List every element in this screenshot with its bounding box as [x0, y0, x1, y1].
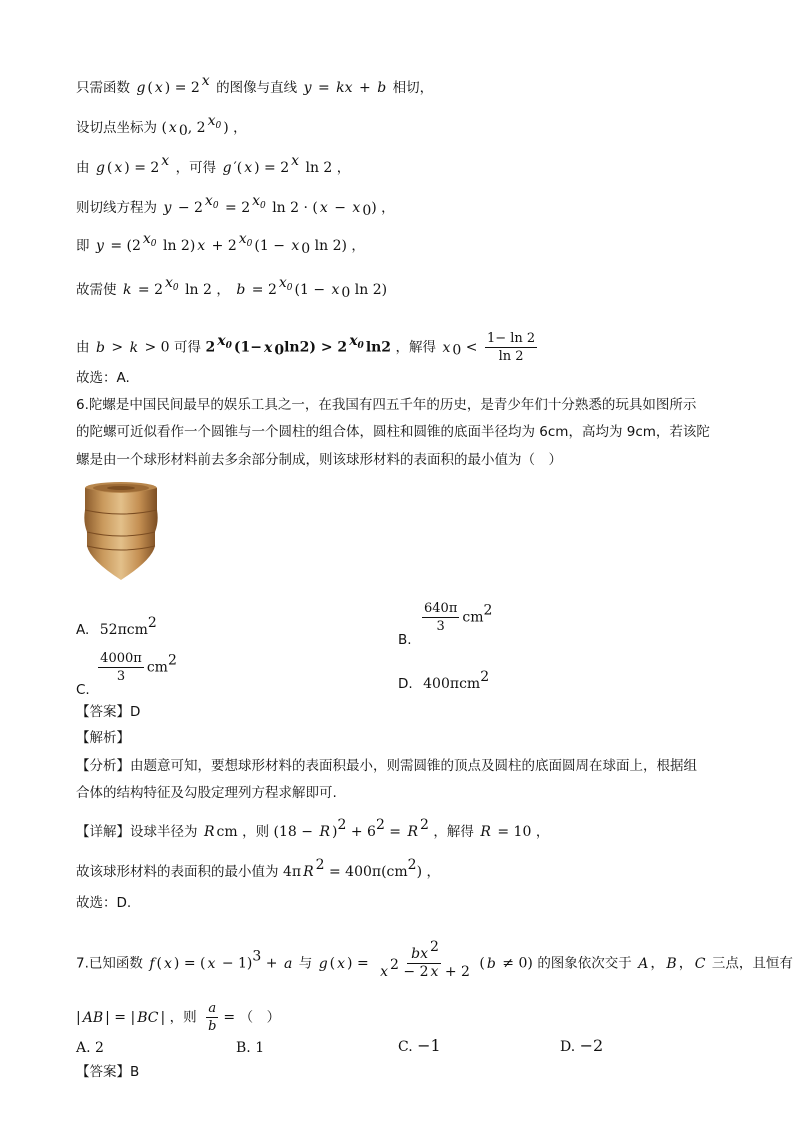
text-line-7: 由 b > k > 0 可得 2 $^{x_0}$ (1− x $_0$ln2) > 2 $^{x_0}$ ln2 ，解得 x $_0$ < $\frac{1- \ln 2}{\ln 2}$	[76, 331, 536, 364]
text-line-6: 故需使 k = 2 $^{x_0}$ ln 2 ， b = 2 $^{x_0}$ (1 − x $_0$ ln 2)	[76, 275, 388, 301]
q6-detail: 【详解】设球半径为 R cm ，则 (18 − R )$^2 + 6^2 = R$ $^2$ ，解得 R = 10 ，	[76, 817, 550, 840]
q6-option-b: B. $\frac{640\pi}{3}$ $cm^2$	[398, 601, 493, 648]
q7-option-b: B. 1	[236, 1040, 265, 1056]
question-7-line-1: 7.已知函数 f ( x ) = ( x − 1)$^3$ + a 与 g ( x ) = $\frac{bx ^2}{x ^2 - 2 x + 2}$ ( b ≠ 0) 的图象依次交于 A ， B ， C 三点，且恒有	[76, 939, 793, 980]
q6-option-d: D. 400πcm$^2$	[398, 669, 490, 692]
q6-conclusion: 故该球形材料的表面积的最小值为 4π R $^2 = 400\pi(cm^2)$ ，	[76, 857, 441, 880]
q6-analysis-2: 合体的结构特征及勾股定理列方程求解即可.	[76, 785, 337, 801]
q6-select: 故选：D.	[76, 895, 132, 911]
text-line-4: 则切线方程为 y − 2 $^{x_0}$ = 2 $^{x_0}$ ln 2 · ( x − x $_0$) ，	[76, 193, 395, 219]
q7-option-d: D. −2	[560, 1036, 604, 1055]
text-line-2: 设切点坐标为 ( x $_0$, 2 $^{x_0}$ ) ，	[76, 113, 247, 139]
q7-option-c: C. −1	[398, 1036, 441, 1055]
q6-answer: 【答案】D	[76, 704, 141, 720]
q7-answer: 【答案】B	[76, 1064, 140, 1080]
question-6-line-3: 螺是由一个球形材料前去多余部分制成，则该球形材料的表面积的最小值为（ ）	[76, 452, 562, 468]
q7-option-a: A. 2	[76, 1040, 104, 1056]
text-line-3: 由 g ( x ) = 2 $^x$ ，可得 g ′( x ) = 2 $^x$ ln 2 ，	[76, 153, 351, 176]
question-7-line-2: | AB | = | BC | ，则 $\frac{a}{b}$ = （ ）	[76, 1001, 281, 1034]
text-line-1: 只需函数 g ( x ) = 2 $^x$ 的图像与直线 y = kx + b 相切，	[76, 73, 434, 96]
text-line-5: 即 y = (2 $^{x_0}$ ln 2) x + 2 $^{x_0}$ (1 − x $_0$ ln 2) ，	[76, 231, 365, 257]
q6-option-c: C. $\frac{4000\pi}{3}$ $cm^2$	[76, 651, 177, 698]
spinning-top-photo	[80, 480, 162, 582]
q6-option-a: A. 52πcm$^2$	[76, 615, 157, 638]
q6-analysis-1: 【分析】由题意可知，要想球形材料的表面积最小，则需圆锥的顶点及圆柱的底面圆周在球面上，根据组	[76, 758, 697, 774]
text-line-8: 故选：A.	[76, 370, 130, 386]
question-6-line-1: 6.陀螺是中国民间最早的娱乐工具之一，在我国有四五千年的历史，是青少年们十分熟悉的玩具如图所示	[76, 397, 697, 413]
q6-jiexi: 【解析】	[76, 730, 130, 746]
question-6-line-2: 的陀螺可近似看作一个圆锥与一个圆柱的组合体，圆柱和圆锥的底面半径均为 6cm，高均为 9cm，若该陀	[76, 424, 710, 440]
